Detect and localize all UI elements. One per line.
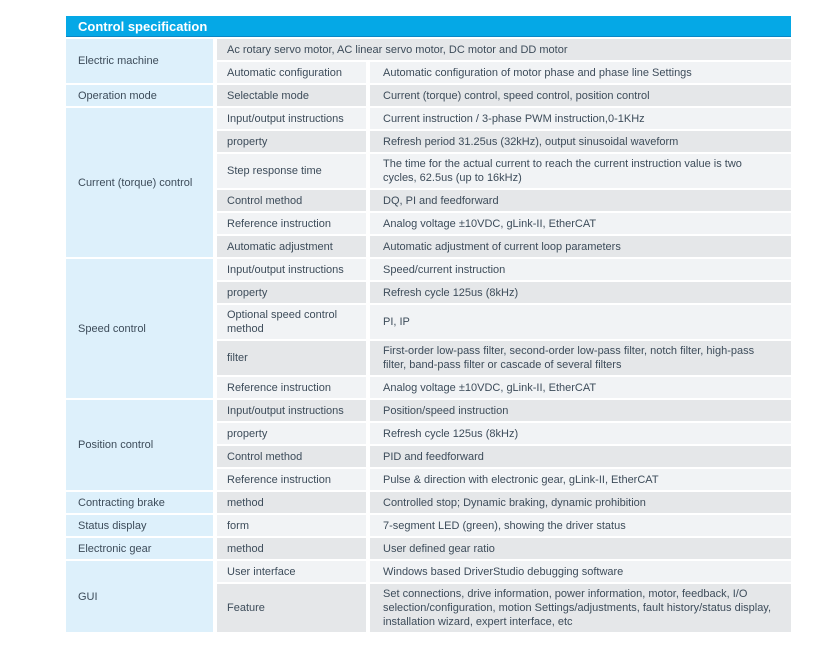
- sub-label-cell: filter: [217, 341, 366, 375]
- group-rows: [217, 39, 791, 83]
- table-row: [217, 469, 791, 490]
- table-row: [217, 213, 791, 234]
- description-cell: Analog voltage ±10VDC, gLink-II, EtherCAT: [370, 213, 791, 234]
- category-cell: Operation mode: [66, 85, 213, 106]
- spec-table-body: [66, 39, 791, 632]
- sub-label-cell: Reference instruction: [217, 213, 366, 234]
- category-cell: Status display: [66, 515, 213, 536]
- group-rows: [217, 85, 791, 106]
- table-row: [217, 62, 791, 83]
- sub-label-cell: Step response time: [217, 154, 366, 188]
- group-rows: [217, 259, 791, 398]
- spec-group: [66, 39, 791, 83]
- spec-group: [66, 561, 791, 632]
- sub-label-cell: Input/output instructions: [217, 259, 366, 280]
- category-cell: GUI: [66, 561, 213, 632]
- table-row: [217, 492, 791, 513]
- sub-label-cell: property: [217, 282, 366, 303]
- description-cell: Automatic adjustment of current loop parameters: [370, 236, 791, 257]
- sub-label-cell: Feature: [217, 584, 366, 632]
- table-row: [217, 305, 791, 339]
- description-cell: Position/speed instruction: [370, 400, 791, 421]
- description-cell: PID and feedforward: [370, 446, 791, 467]
- spec-group: [66, 400, 791, 490]
- group-rows: [217, 561, 791, 632]
- control-specification-table: [66, 16, 791, 634]
- sub-label-cell: Control method: [217, 190, 366, 211]
- table-row: [217, 154, 791, 188]
- table-row: [217, 282, 791, 303]
- table-header-title: Control specification: [66, 16, 791, 37]
- table-row: [217, 515, 791, 536]
- category-cell: Current (torque) control: [66, 108, 213, 257]
- sub-label-cell: Selectable mode: [217, 85, 366, 106]
- group-rows: [217, 492, 791, 513]
- sub-label-cell: Control method: [217, 446, 366, 467]
- description-cell: Refresh cycle 125us (8kHz): [370, 282, 791, 303]
- table-row: [217, 584, 791, 632]
- table-row: [217, 400, 791, 421]
- category-cell: Contracting brake: [66, 492, 213, 513]
- sub-label-cell: method: [217, 538, 366, 559]
- spec-group: [66, 259, 791, 398]
- description-cell: 7-segment LED (green), showing the driver status: [370, 515, 791, 536]
- description-cell: User defined gear ratio: [370, 538, 791, 559]
- description-cell: The time for the actual current to reach the current instruction value is two cycles, 62.5us (up to 16kHz): [370, 154, 791, 188]
- sub-label-cell: form: [217, 515, 366, 536]
- table-row: [217, 341, 791, 375]
- description-cell: Speed/current instruction: [370, 259, 791, 280]
- spec-group: [66, 538, 791, 559]
- description-cell: Refresh period 31.25us (32kHz), output sinusoidal waveform: [370, 131, 791, 152]
- sub-label-cell: Optional speed control method: [217, 305, 366, 339]
- sub-label-cell: Reference instruction: [217, 377, 366, 398]
- spec-group: [66, 492, 791, 513]
- spec-group: [66, 85, 791, 106]
- table-row: [217, 423, 791, 444]
- table-row: [217, 190, 791, 211]
- sub-label-cell: User interface: [217, 561, 366, 582]
- description-cell: Pulse & direction with electronic gear, gLink-II, EtherCAT: [370, 469, 791, 490]
- group-rows: [217, 108, 791, 257]
- group-rows: [217, 400, 791, 490]
- description-cell: PI, IP: [370, 305, 791, 339]
- table-row: [217, 259, 791, 280]
- description-cell: DQ, PI and feedforward: [370, 190, 791, 211]
- table-row: [217, 377, 791, 398]
- sub-label-cell: property: [217, 423, 366, 444]
- category-cell: Electric machine: [66, 39, 213, 83]
- description-cell: Analog voltage ±10VDC, gLink-II, EtherCAT: [370, 377, 791, 398]
- table-row: [217, 39, 791, 60]
- sub-label-cell: Reference instruction: [217, 469, 366, 490]
- spec-group: [66, 108, 791, 257]
- sub-label-cell: Input/output instructions: [217, 400, 366, 421]
- description-cell: Automatic configuration of motor phase and phase line Settings: [370, 62, 791, 83]
- category-cell: Speed control: [66, 259, 213, 398]
- sub-label-cell: method: [217, 492, 366, 513]
- table-row: [217, 236, 791, 257]
- table-row: [217, 446, 791, 467]
- description-cell: Current (torque) control, speed control, position control: [370, 85, 791, 106]
- group-rows: [217, 515, 791, 536]
- spec-group: [66, 515, 791, 536]
- description-cell: Windows based DriverStudio debugging software: [370, 561, 791, 582]
- sub-label-cell: Automatic configuration: [217, 62, 366, 83]
- sub-label-cell: Automatic adjustment: [217, 236, 366, 257]
- sub-label-cell: property: [217, 131, 366, 152]
- description-cell: Controlled stop; Dynamic braking, dynamic prohibition: [370, 492, 791, 513]
- table-row: [217, 131, 791, 152]
- description-cell: Current instruction / 3-phase PWM instruction,0-1KHz: [370, 108, 791, 129]
- sub-label-cell: Input/output instructions: [217, 108, 366, 129]
- category-cell: Position control: [66, 400, 213, 490]
- description-cell: Refresh cycle 125us (8kHz): [370, 423, 791, 444]
- description-cell: Ac rotary servo motor, AC linear servo motor, DC motor and DD motor: [217, 39, 791, 60]
- group-rows: [217, 538, 791, 559]
- description-cell: First-order low-pass filter, second-order low-pass filter, notch filter, high-pass filter, band-pass filter or cascade of several filters: [370, 341, 791, 375]
- table-row: [217, 108, 791, 129]
- category-cell: Electronic gear: [66, 538, 213, 559]
- table-row: [217, 538, 791, 559]
- table-row: [217, 561, 791, 582]
- description-cell: Set connections, drive information, power information, motor, feedback, I/O selection/configuration, motion Settings/adjustments, fault history/status display, installation wizard, expert interface, etc: [370, 584, 791, 632]
- table-row: [217, 85, 791, 106]
